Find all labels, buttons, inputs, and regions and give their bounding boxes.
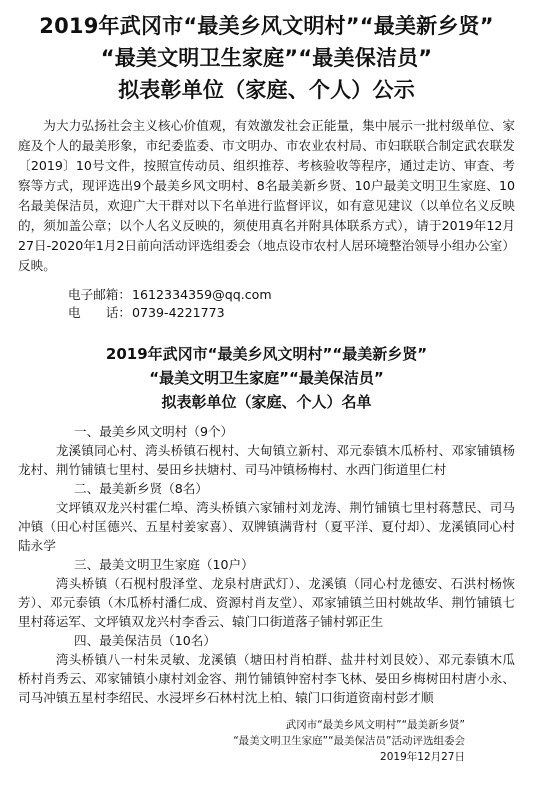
category-body: 文坪镇双龙兴村霍仁埠、湾头桥镇六家铺村刘龙涛、荆竹铺镇七里村蒋慧民、司马冲镇（田心村匡德兴、五星村姜家喜）、双牌镇满背村（夏平洋、夏付却）、龙溪镇同心村陆永学 <box>18 500 515 553</box>
phone-label: 电 话： <box>68 305 131 320</box>
category-villages <box>18 422 515 479</box>
issue-date: 2019年12月27日 <box>380 751 465 763</box>
issuer-signature <box>12 717 521 765</box>
intro-paragraph: 为大力弘扬社会主义核心价值观，有效激发社会正能量，集中展示一批村级单位、家庭及个人的最美形象，市纪委监委、市文明办、市农业农村局、市妇联联合制定武农联发〔2019〕10号文件，按照宣传动员、组织推荐、考核验收等程序，通过走访、审查、考察等方式，现评选出9个最美乡风文明村、8名最美新乡贤、10户最美文明卫生家庭、10名最美保洁员，欢迎广大干群对以下名单进行监督评议，如有意见建议（以单位名义反映的，须加盖公章；以个人名义反映的，须使用真名并附具体联系方式），请于2019年12月27日-2020年1月2日前向活动评选组委会（地点设市农村人居环境整治领导小组办公室）反映。 <box>18 118 515 273</box>
category-heading: 四、最美保洁员（10名） <box>74 633 216 648</box>
category-body: 湾头桥镇八一村朱灵敏、龙溪镇（塘田村肖柏群、盐井村刘艮姣）、邓元泰镇木瓜桥村肖秀云、邓家铺镇小康村刘金容、荆竹铺镇钟窑村李飞林、晏田乡梅树田村唐小永、司马冲镇五星村李绍民、水浸坪乡石林村沈上柏、辕门口街道资南村彭才顺 <box>18 652 515 705</box>
notice-title-line-1: 2019年武冈市“最美乡风文明村”“最美新乡贤” <box>39 14 494 38</box>
category-body: 湾头桥镇（石枧村殷泽堂、龙泉村唐武灯）、龙溪镇（同心村龙德安、石洪村杨恢芳）、邓元泰镇（木瓜桥村潘仁成、资源村肖友堂）、邓家铺镇兰田村姚故华、荆竹铺镇七里村蒋运军、文坪镇双龙兴村李香云、辕门口街道落子铺村郭正生 <box>18 576 515 629</box>
phone-value: 0739-4221773 <box>132 305 225 320</box>
category-heading: 一、最美乡风文明村（9个） <box>74 424 234 439</box>
email-value: 1612334359@qq.com <box>132 287 272 302</box>
email-label: 电子邮箱： <box>68 287 131 302</box>
issuer-line-2: “最美文明卫生家庭”“最美保洁员”活动评选组委会 <box>233 735 465 747</box>
notice-title <box>12 10 521 106</box>
category-heading: 三、最美文明卫生家庭（10户） <box>74 557 254 572</box>
issuer-line-1: 武冈市“最美乡风文明村”“最美新乡贤” <box>285 719 465 731</box>
contact-info <box>68 286 521 322</box>
category-families <box>18 555 515 631</box>
category-cleaners <box>18 631 515 707</box>
category-body: 龙溪镇同心村、湾头桥镇石枧村、大甸镇立新村、邓元泰镇木瓜桥村、邓家铺镇杨龙村、荆竹铺镇七里村、晏田乡扶塘村、司马冲镇杨梅村、水西门街道里仁村 <box>18 443 515 477</box>
list-title-line-1: 2019年武冈市“最美乡风文明村”“最美新乡贤” <box>105 345 428 363</box>
category-sages <box>18 479 515 555</box>
email-row <box>68 286 521 304</box>
category-heading: 二、最美新乡贤（8名） <box>74 481 208 496</box>
notice-title-line-3: 拟表彰单位（家庭、个人）公示 <box>118 78 415 102</box>
notice-title-line-2: “最美文明卫生家庭”“最美保洁员” <box>100 46 433 70</box>
list-title-line-2: “最美文明卫生家庭”“最美保洁员” <box>149 369 384 387</box>
list-title <box>12 342 521 414</box>
award-list <box>18 422 515 707</box>
phone-row <box>68 304 521 322</box>
list-title-line-3: 拟表彰单位（家庭、个人）名单 <box>161 393 372 411</box>
notice-page <box>0 10 533 810</box>
